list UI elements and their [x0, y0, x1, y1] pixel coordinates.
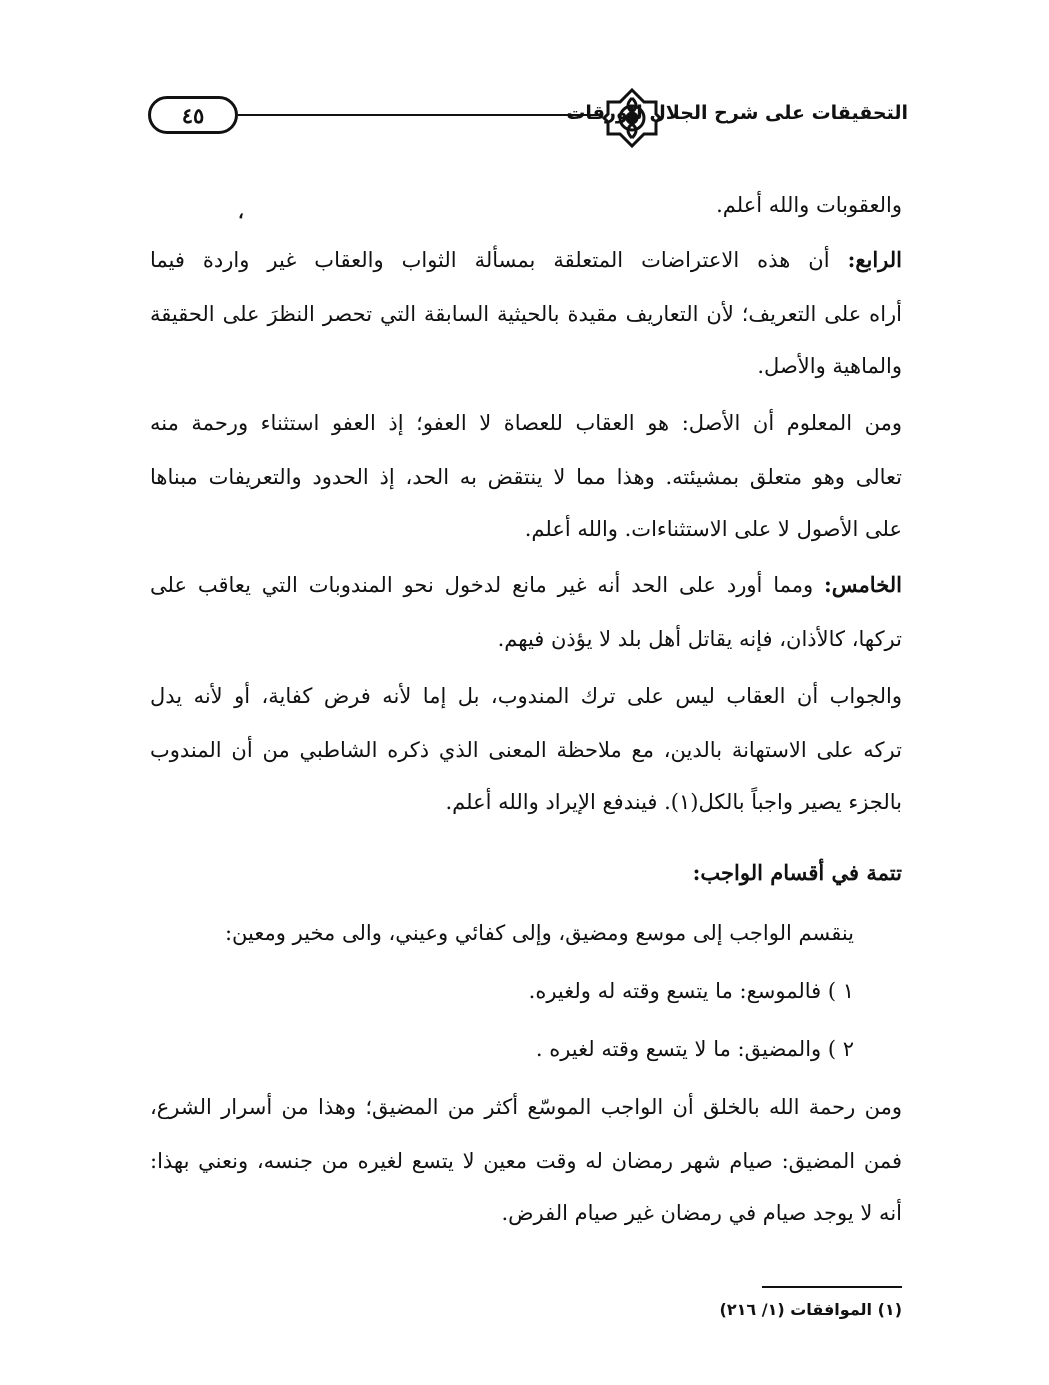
text-line: ومن رحمة الله بالخلق أن الواجب الموسّع أكثر من المضيق؛ وهذا من أسرار الشرع،	[150, 1095, 902, 1119]
text-line: أنه لا يوجد صيام في رمضان غير صيام الفرض.	[501, 1201, 902, 1225]
page-number-badge	[148, 96, 238, 134]
text-line: والجواب أن العقاب ليس على ترك المندوب، بل إما لأنه فرض كفاية، أو لأنه يدل	[150, 684, 902, 708]
text-line: تعالى وهو متعلق بمشيئته. وهذا مما لا ينتقض به الحد، إذ الحدود والتعريفات مبناها	[150, 465, 902, 489]
book-title: التحقيقات على شرح الجلال للورقات	[566, 102, 908, 124]
footnote: (١) الموافقات (١/ ٢١٦)	[719, 1300, 902, 1319]
section-heading: تتمة في أقسام الواجب:	[692, 860, 902, 885]
text-line: تركه على الاستهانة بالدين، مع ملاحظة المعنى الذي ذكره الشاطبي من أن المندوب	[150, 738, 902, 762]
paragraph-lead: الرابع:	[847, 247, 902, 272]
paragraph-lead: الخامس:	[824, 572, 902, 597]
text-line: والعقوبات والله أعلم.	[716, 193, 902, 217]
text-line: تركها، كالأذان، فإنه يقاتل أهل بلد لا يؤذن فيهم.	[497, 627, 902, 651]
header-rule	[238, 114, 600, 116]
page-number: ٤٥	[181, 102, 205, 128]
stray-mark: ،	[238, 202, 244, 223]
text-line	[150, 562, 902, 608]
text-line: بالجزء يصير واجباً بالكل(١). فيندفع الإيراد والله أعلم.	[445, 790, 902, 814]
footnote-rule	[762, 1286, 902, 1288]
list-item: ٢ ) والمضيق: ما لا يتسع وقته لغيره .	[535, 1037, 854, 1061]
list-item: ١ ) فالموسع: ما يتسع وقته له ولغيره.	[528, 979, 854, 1003]
paragraph-text: أن هذه الاعتراضات المتعلقة بمسألة الثواب والعقاب غير واردة فيما	[150, 248, 848, 272]
text-line	[150, 237, 902, 283]
paragraph-text: ومما أورد على الحد أنه غير مانع لدخول نحو المندوبات التي يعاقب على	[150, 573, 825, 597]
text-line: والماهية والأصل.	[757, 354, 902, 378]
text-line: على الأصول لا على الاستثناءات. والله أعلم.	[524, 517, 902, 541]
text-line: أراه على التعريف؛ لأن التعاريف مقيدة بالحيثية السابقة التي تحصر النظرَ على الحقيقة	[150, 302, 902, 326]
page-header	[140, 82, 908, 152]
text-line: فمن المضيق: صيام شهر رمضان له وقت معين لا يتسع لغيره من جنسه، ونعني بهذا:	[150, 1149, 902, 1173]
text-line: ومن المعلوم أن الأصل: هو العقاب للعصاة لا العفو؛ إذ العفو استثناء ورحمة منه	[150, 411, 902, 435]
text-line: ينقسم الواجب إلى موسع ومضيق، وإلى كفائي وعيني، والى مخير ومعين:	[224, 921, 854, 945]
